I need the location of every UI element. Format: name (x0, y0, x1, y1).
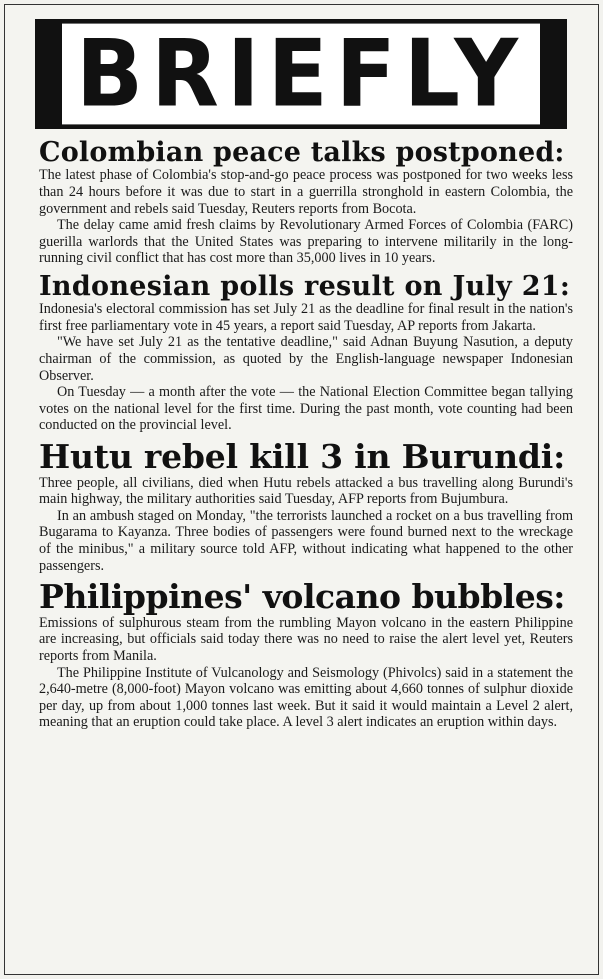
story-paragraph: The latest phase of Colombia's stop-and-go peace process was postponed for two weeks less than 24 hours before it was due to start in a guerrilla stronghold in eastern Colombia, the government and rebels said Tuesday, Reuters reports from Bocota. (39, 167, 573, 217)
story-headline: Philippines' volcano bubbles: (39, 577, 565, 617)
story-headline: Indonesian polls result on July 21: (39, 270, 571, 302)
story-paragraph: The Philippine Institute of Vulcanology and Seismology (Phivolcs) said in a statement the 2,640-metre (8,000-foot) Mayon volcano was emitting about 4,660 tonnes of sulphur dioxide per day, up from about 1,000 tonnes last week. But it said it would maintain a Level 2 alert, meaning that an eruption could take place. A level 3 alert indicates an eruption within days. (39, 664, 573, 731)
story-paragraph: Indonesia's electoral commission has set July 21 as the deadline for final result in the nation's first free parliamentary vote in 45 years, a report said Tuesday, AP reports from Jakarta. (39, 301, 573, 334)
masthead-title: BRIEFLY (62, 24, 540, 125)
story-burundi (39, 437, 573, 574)
story-headline: Colombian peace talks postponed: (39, 137, 565, 168)
story-indonesia (39, 270, 573, 434)
story-headline: Hutu rebel kill 3 in Burundi: (39, 437, 566, 476)
story-paragraph: On Tuesday — a month after the vote — the National Election Committee began tallying votes on the national level for the first time. During the past month, vote counting had been conducted on the provincial level. (39, 384, 573, 434)
newspaper-page (4, 4, 599, 975)
story-paragraph: The delay came amid fresh claims by Revolutionary Armed Forces of Colombia (FARC) guerilla warlords that the United States was preparing to intervene militarily in the long-running civil conflict that has cost more than 35,000 lives in 10 years. (39, 217, 573, 267)
story-colombia (39, 139, 573, 267)
story-paragraph: Emissions of sulphurous steam from the rumbling Mayon volcano in the eastern Philippine are increasing, but officials said today there was no need to raise the alert level yet, Reuters reports from Manila. (39, 614, 573, 665)
briefs-column (39, 139, 573, 737)
masthead (35, 19, 567, 129)
story-paragraph: Three people, all civilians, died when Hutu rebels attacked a bus travelling along Burundi's main highway, the military authorities said Tuesday, AFP reports from Bujumbura. (39, 474, 573, 508)
story-paragraph: "We have set July 21 as the tentative deadline," said Adnan Buyung Nasution, a deputy chairman of the commission, as quoted by the English-language newspaper Indonesian Observer. (39, 334, 573, 384)
story-philippines (39, 577, 573, 731)
story-paragraph: In an ambush staged on Monday, "the terrorists launched a rocket on a bus travelling from Bugarama to Kayanza. Three bodies of passengers were found burned next to the wreckage of the minibus," a military source told AFP, without indicating what happened to the other passengers. (39, 507, 573, 574)
